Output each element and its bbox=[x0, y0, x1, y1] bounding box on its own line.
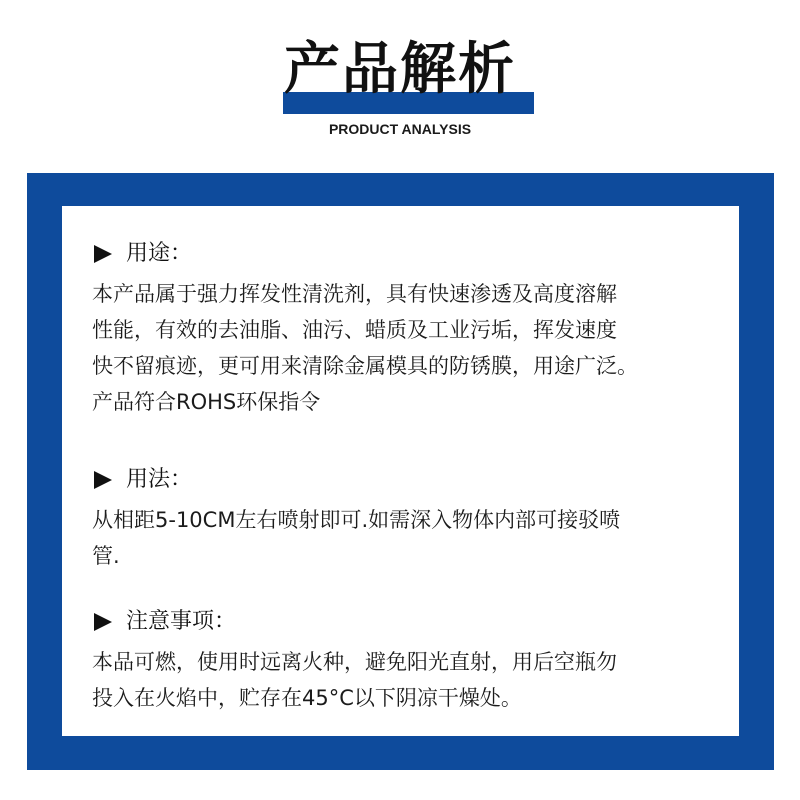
section-method bbox=[92, 462, 732, 574]
play-arrow-icon bbox=[94, 471, 112, 489]
page-subtitle: PRODUCT ANALYSIS bbox=[328, 121, 472, 137]
section-heading-label: 注意事项： bbox=[126, 609, 237, 634]
content-panel bbox=[62, 206, 739, 736]
page-header bbox=[0, 0, 800, 160]
section-heading bbox=[92, 604, 732, 640]
play-arrow-icon bbox=[94, 245, 112, 263]
play-arrow-icon bbox=[94, 613, 112, 631]
section-body: 本品可燃，使用时远离火种，避免阳光直射，用后空瓶勿 投入在火焰中，贮存在45°C以下阴凉干燥处。 bbox=[92, 650, 617, 710]
section-heading-label: 用法： bbox=[126, 467, 193, 492]
section-body: 从相距5-10CM左右喷射即可.如需深入物体内部可接驳喷 管. bbox=[92, 508, 621, 568]
section-usage bbox=[92, 236, 732, 420]
section-heading bbox=[92, 462, 732, 498]
content-frame bbox=[27, 173, 774, 770]
section-body: 本产品属于强力挥发性清洗剂，具有快速渗透及高度溶解 性能，有效的去油脂、油污、蜡质及工业污垢，挥发速度 快不留痕迹，更可用来清除金属模具的防锈膜，用途广泛。 产品符合ROHS环保指令 bbox=[92, 282, 638, 414]
section-heading bbox=[92, 236, 732, 272]
section-heading-label: 用途： bbox=[126, 241, 193, 266]
page-title: 产品解析 bbox=[284, 37, 516, 102]
section-precautions bbox=[92, 604, 732, 716]
